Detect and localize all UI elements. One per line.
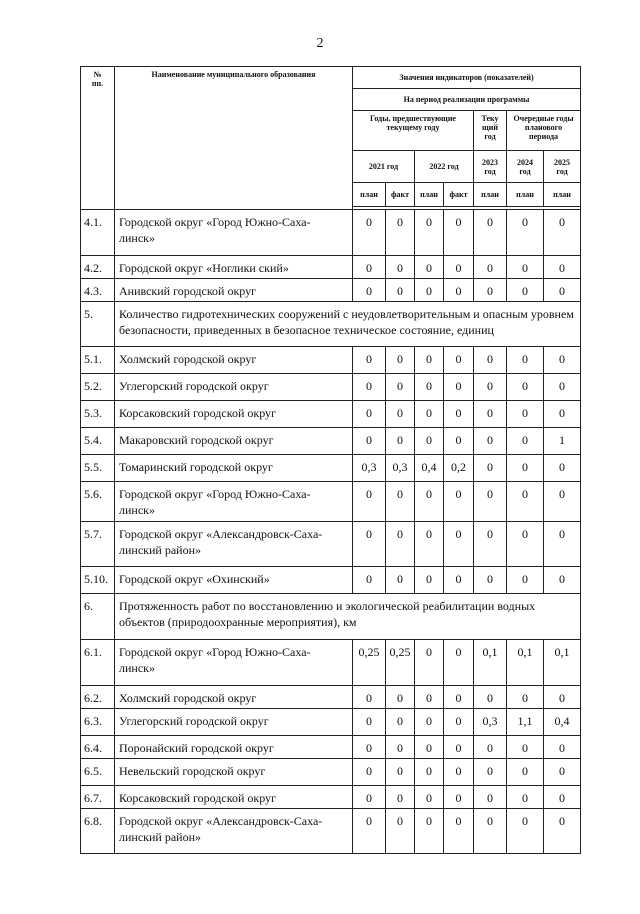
indicator-value: 0 (353, 686, 386, 709)
indicator-value: 0 (474, 401, 507, 428)
municipality-name: Макаровский городской округ (115, 428, 353, 455)
municipality-name: Невельский городской округ (115, 759, 353, 786)
indicator-value: 0,4 (415, 455, 444, 482)
indicator-value: 0 (474, 686, 507, 709)
indicator-value: 0 (415, 686, 444, 709)
indicator-value: 0,25 (353, 640, 386, 686)
indicator-value: 0 (474, 522, 507, 567)
indicator-value: 0 (386, 786, 415, 809)
indicator-value: 0 (507, 759, 544, 786)
table-row (81, 210, 581, 256)
indicator-value: 0,1 (507, 640, 544, 686)
indicator-value: 0 (544, 567, 581, 594)
indicator-value: 0 (444, 809, 474, 854)
indicator-value: 0 (507, 256, 544, 279)
row-number: 5.2. (81, 374, 115, 401)
municipality-name: Городской округ «Охинский» (115, 567, 353, 594)
indicator-value: 0,25 (386, 640, 415, 686)
indicator-value: 0 (507, 786, 544, 809)
indicator-value: 0 (444, 736, 474, 759)
indicator-value: 0 (507, 401, 544, 428)
indicator-value: 0 (474, 736, 507, 759)
indicator-value: 0,4 (544, 709, 581, 736)
table-row (81, 736, 581, 759)
indicator-value: 0 (474, 279, 507, 302)
table-header (81, 67, 581, 210)
row-number: 5.3. (81, 401, 115, 428)
indicator-value: 0 (386, 759, 415, 786)
indicator-value: 0 (386, 374, 415, 401)
indicator-value: 0 (353, 279, 386, 302)
indicator-value: 0 (444, 347, 474, 374)
indicator-value: 0 (474, 809, 507, 854)
table-row (81, 374, 581, 401)
municipality-name: Корсаковский городской округ (115, 401, 353, 428)
header-next-years: Очередные годы планового периода (507, 111, 581, 151)
indicator-value: 0 (507, 522, 544, 567)
table-row (81, 640, 581, 686)
indicator-value: 0 (353, 809, 386, 854)
header-2022: 2022 год (415, 151, 474, 183)
indicator-value: 0 (415, 736, 444, 759)
indicator-value: 0 (415, 482, 444, 522)
indicator-value: 0 (444, 482, 474, 522)
table-row (81, 686, 581, 709)
header-fact: факт (386, 183, 415, 207)
indicator-value: 0 (544, 686, 581, 709)
indicator-value: 0 (386, 401, 415, 428)
indicator-value: 0 (386, 279, 415, 302)
indicator-value: 0 (444, 686, 474, 709)
indicator-value: 0 (386, 428, 415, 455)
table-body (81, 210, 581, 854)
indicator-value: 0 (474, 786, 507, 809)
indicator-value: 0 (444, 401, 474, 428)
section-row (81, 302, 581, 347)
municipality-name: Холмский городской округ (115, 686, 353, 709)
row-number: 5.5. (81, 455, 115, 482)
indicator-value: 0 (444, 210, 474, 256)
row-number: 5.1. (81, 347, 115, 374)
indicator-value: 0 (353, 786, 386, 809)
municipality-name: Городской округ «Город Южно-Саха- линск» (115, 482, 353, 522)
indicator-value: 0 (474, 256, 507, 279)
indicator-value: 0 (507, 279, 544, 302)
indicator-value: 0 (544, 374, 581, 401)
indicator-value: 0 (353, 709, 386, 736)
indicator-value: 0 (415, 709, 444, 736)
row-number: 6.2. (81, 686, 115, 709)
row-number: 6.5. (81, 759, 115, 786)
municipality-name: Поронайский городской округ (115, 736, 353, 759)
indicator-value: 0 (353, 374, 386, 401)
municipality-name: Корсаковский городской округ (115, 786, 353, 809)
indicator-value: 0 (353, 759, 386, 786)
header-plan: план (415, 183, 444, 207)
indicator-value: 0 (544, 786, 581, 809)
row-number: 5. (81, 302, 115, 347)
indicator-value: 0 (386, 709, 415, 736)
row-number: 6.7. (81, 786, 115, 809)
indicator-value: 0,3 (353, 455, 386, 482)
row-number: 6. (81, 594, 115, 640)
indicator-value: 0 (507, 482, 544, 522)
indicator-value: 0 (507, 428, 544, 455)
indicator-value: 0,2 (444, 455, 474, 482)
header-plan: план (353, 183, 386, 207)
indicator-value: 0 (474, 455, 507, 482)
header-plan: план (544, 183, 581, 207)
row-number: 6.1. (81, 640, 115, 686)
indicator-value: 0 (415, 210, 444, 256)
row-number: 5.10. (81, 567, 115, 594)
indicator-value: 0,1 (474, 640, 507, 686)
indicator-value: 0 (544, 279, 581, 302)
indicator-value: 0 (474, 347, 507, 374)
header-period: На период реализации программы (353, 89, 581, 111)
indicator-value: 0 (474, 759, 507, 786)
row-number: 5.7. (81, 522, 115, 567)
indicator-value: 0 (544, 522, 581, 567)
municipality-name: Углегорский городской округ (115, 709, 353, 736)
header-2024: 2024 год (507, 151, 544, 183)
indicator-value: 0 (353, 401, 386, 428)
section-row (81, 594, 581, 640)
table-row (81, 567, 581, 594)
row-number: 4.3. (81, 279, 115, 302)
indicator-value: 0 (444, 786, 474, 809)
indicator-value: 0 (444, 428, 474, 455)
indicator-value: 0 (444, 759, 474, 786)
indicator-value: 0 (353, 210, 386, 256)
indicator-value: 0 (507, 347, 544, 374)
indicators-table (80, 66, 581, 854)
indicator-value: 0 (474, 374, 507, 401)
indicator-value: 0 (544, 759, 581, 786)
header-current-year: Теку щий год (474, 111, 507, 151)
table-row (81, 786, 581, 809)
header-plan: план (507, 183, 544, 207)
municipality-name: Холмский городской округ (115, 347, 353, 374)
indicator-value: 0 (507, 567, 544, 594)
indicator-value: 1,1 (507, 709, 544, 736)
indicator-value: 0 (415, 428, 444, 455)
indicator-value: 0 (444, 374, 474, 401)
header-plan: план (474, 183, 507, 207)
table-row (81, 482, 581, 522)
indicator-value: 0,3 (386, 455, 415, 482)
indicator-value: 0 (386, 347, 415, 374)
section-title: Количество гидротехнических сооружений с неудовлетворительным и опасным уровнем безопасности, приведенных в безопасное техническое состояние, единиц (115, 302, 581, 347)
indicator-value: 0 (386, 210, 415, 256)
municipality-name: Томаринский городской округ (115, 455, 353, 482)
municipality-name: Углегорский городской округ (115, 374, 353, 401)
table-row (81, 347, 581, 374)
indicator-value: 0 (353, 428, 386, 455)
indicator-value: 0 (444, 256, 474, 279)
indicator-value: 0 (415, 759, 444, 786)
indicator-value: 0 (544, 455, 581, 482)
indicator-value: 1 (544, 428, 581, 455)
indicator-value: 0 (386, 809, 415, 854)
indicator-value: 0 (544, 210, 581, 256)
indicator-value: 0 (544, 809, 581, 854)
table-row (81, 522, 581, 567)
indicator-value: 0 (415, 809, 444, 854)
header-name: Наименование муниципального образования (115, 67, 353, 210)
indicator-value: 0 (544, 482, 581, 522)
row-number: 6.8. (81, 809, 115, 854)
row-number: 5.6. (81, 482, 115, 522)
row-number: 6.4. (81, 736, 115, 759)
indicator-value: 0 (415, 640, 444, 686)
municipality-name: Городской округ «Ноглики ский» (115, 256, 353, 279)
header-fact: факт (444, 183, 474, 207)
header-num: № пп. (81, 67, 115, 210)
indicator-value: 0 (415, 279, 444, 302)
indicator-value: 0 (353, 347, 386, 374)
header-2021: 2021 год (353, 151, 415, 183)
indicator-value: 0 (507, 374, 544, 401)
indicator-value: 0,1 (544, 640, 581, 686)
table-row (81, 256, 581, 279)
header-2023: 2023 год (474, 151, 507, 183)
indicator-value: 0 (474, 482, 507, 522)
municipality-name: Городской округ «Александровск-Саха- линский район» (115, 809, 353, 854)
indicator-value: 0 (444, 640, 474, 686)
table-row (81, 401, 581, 428)
table-row (81, 759, 581, 786)
row-number: 4.2. (81, 256, 115, 279)
indicator-value: 0 (415, 786, 444, 809)
municipality-name: Городской округ «Город Южно-Саха- линск» (115, 210, 353, 256)
indicator-value: 0 (386, 522, 415, 567)
table-row (81, 279, 581, 302)
row-number: 5.4. (81, 428, 115, 455)
indicator-value: 0 (353, 736, 386, 759)
indicator-value: 0 (415, 347, 444, 374)
indicator-value: 0 (474, 210, 507, 256)
table-row (81, 455, 581, 482)
indicator-value: 0 (415, 374, 444, 401)
indicator-value: 0 (353, 567, 386, 594)
indicator-value: 0 (507, 809, 544, 854)
indicator-value: 0 (544, 347, 581, 374)
table-row (81, 428, 581, 455)
indicator-value: 0 (386, 686, 415, 709)
indicator-value: 0 (386, 736, 415, 759)
municipality-name: Городской округ «Город Южно-Саха- линск» (115, 640, 353, 686)
indicator-value: 0 (353, 256, 386, 279)
indicator-value: 0 (386, 482, 415, 522)
indicator-value: 0 (353, 522, 386, 567)
header-indicators: Значения индикаторов (показателей) (353, 67, 581, 89)
municipality-name: Городской округ «Александровск-Саха- линский район» (115, 522, 353, 567)
indicator-value: 0 (474, 428, 507, 455)
header-2025: 2025 год (544, 151, 581, 183)
indicator-value: 0 (544, 256, 581, 279)
indicator-value: 0 (415, 256, 444, 279)
indicator-value: 0 (544, 736, 581, 759)
indicator-value: 0 (444, 709, 474, 736)
indicator-value: 0 (544, 401, 581, 428)
indicator-value: 0 (444, 522, 474, 567)
row-number: 4.1. (81, 210, 115, 256)
indicator-value: 0 (507, 455, 544, 482)
municipality-name: Анивский городской округ (115, 279, 353, 302)
table-row (81, 809, 581, 854)
indicator-value: 0 (444, 279, 474, 302)
indicator-value: 0 (386, 567, 415, 594)
indicator-value: 0,3 (474, 709, 507, 736)
indicator-value: 0 (415, 401, 444, 428)
indicator-value: 0 (386, 256, 415, 279)
indicator-value: 0 (474, 567, 507, 594)
indicator-value: 0 (415, 522, 444, 567)
indicator-value: 0 (415, 567, 444, 594)
indicator-value: 0 (507, 686, 544, 709)
indicator-value: 0 (507, 736, 544, 759)
row-number: 6.3. (81, 709, 115, 736)
section-title: Протяженность работ по восстановлению и экологической реабилитации водных объектов (природоохранные мероприятия), км (115, 594, 581, 640)
indicator-value: 0 (507, 210, 544, 256)
header-prev-years: Годы, предшествующие текущему году (353, 111, 474, 151)
indicator-value: 0 (353, 482, 386, 522)
page-number: 2 (316, 36, 324, 51)
table-row (81, 709, 581, 736)
indicator-value: 0 (444, 567, 474, 594)
